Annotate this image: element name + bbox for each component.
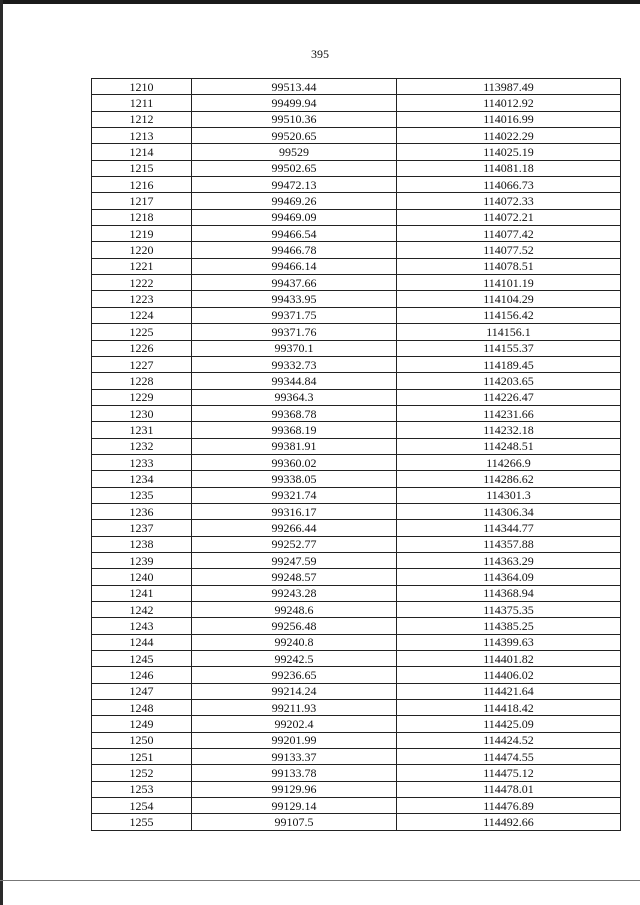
- x-coordinate-cell: 99332.73: [192, 356, 397, 372]
- point-number-cell: 1242: [92, 602, 192, 618]
- table-row: [92, 422, 621, 438]
- point-number-cell: 1240: [92, 569, 192, 585]
- table-row: [92, 814, 621, 830]
- point-number-cell: 1253: [92, 781, 192, 797]
- y-coordinate-cell: 114232.18: [397, 422, 621, 438]
- table-row: [92, 651, 621, 667]
- point-number-cell: 1234: [92, 471, 192, 487]
- y-coordinate-cell: 114406.02: [397, 667, 621, 683]
- x-coordinate-cell: 99472.13: [192, 177, 397, 193]
- point-number-cell: 1222: [92, 275, 192, 291]
- table-row: [92, 487, 621, 503]
- y-coordinate-cell: 114476.89: [397, 798, 621, 814]
- x-coordinate-cell: 99469.26: [192, 193, 397, 209]
- point-number-cell: 1246: [92, 667, 192, 683]
- table-row: [92, 226, 621, 242]
- x-coordinate-cell: 99437.66: [192, 275, 397, 291]
- point-number-cell: 1212: [92, 111, 192, 127]
- y-coordinate-cell: 114344.77: [397, 520, 621, 536]
- x-coordinate-cell: 99466.54: [192, 226, 397, 242]
- point-number-cell: 1218: [92, 209, 192, 225]
- x-coordinate-cell: 99529: [192, 144, 397, 160]
- x-coordinate-cell: 99252.77: [192, 536, 397, 552]
- point-number-cell: 1225: [92, 324, 192, 340]
- y-coordinate-cell: 114474.55: [397, 749, 621, 765]
- x-coordinate-cell: 99248.6: [192, 602, 397, 618]
- x-coordinate-cell: 99202.4: [192, 716, 397, 732]
- table-row: [92, 749, 621, 765]
- x-coordinate-cell: 99321.74: [192, 487, 397, 503]
- table-row: [92, 667, 621, 683]
- x-coordinate-cell: 99201.99: [192, 732, 397, 748]
- x-coordinate-cell: 99242.5: [192, 651, 397, 667]
- point-number-cell: 1233: [92, 454, 192, 470]
- y-coordinate-cell: 114368.94: [397, 585, 621, 601]
- y-coordinate-cell: 114231.66: [397, 405, 621, 421]
- point-number-cell: 1243: [92, 618, 192, 634]
- x-coordinate-cell: 99133.78: [192, 765, 397, 781]
- y-coordinate-cell: 114189.45: [397, 356, 621, 372]
- coordinate-table-body: [92, 79, 621, 831]
- table-row: [92, 438, 621, 454]
- x-coordinate-cell: 99338.05: [192, 471, 397, 487]
- point-number-cell: 1237: [92, 520, 192, 536]
- table-row: [92, 716, 621, 732]
- table-row: [92, 569, 621, 585]
- table-row: [92, 405, 621, 421]
- table-row: [92, 177, 621, 193]
- point-number-cell: 1223: [92, 291, 192, 307]
- y-coordinate-cell: 114081.18: [397, 160, 621, 176]
- y-coordinate-cell: 114421.64: [397, 683, 621, 699]
- point-number-cell: 1227: [92, 356, 192, 372]
- y-coordinate-cell: 114425.09: [397, 716, 621, 732]
- x-coordinate-cell: 99236.65: [192, 667, 397, 683]
- table-row: [92, 291, 621, 307]
- y-coordinate-cell: 114155.37: [397, 340, 621, 356]
- point-number-cell: 1250: [92, 732, 192, 748]
- point-number-cell: 1254: [92, 798, 192, 814]
- y-coordinate-cell: 114248.51: [397, 438, 621, 454]
- y-coordinate-cell: 114104.29: [397, 291, 621, 307]
- table-row: [92, 618, 621, 634]
- point-number-cell: 1238: [92, 536, 192, 552]
- table-row: [92, 552, 621, 568]
- point-number-cell: 1235: [92, 487, 192, 503]
- x-coordinate-cell: 99368.78: [192, 405, 397, 421]
- table-row: [92, 520, 621, 536]
- x-coordinate-cell: 99466.14: [192, 258, 397, 274]
- table-row: [92, 700, 621, 716]
- y-coordinate-cell: 114226.47: [397, 389, 621, 405]
- x-coordinate-cell: 99129.96: [192, 781, 397, 797]
- x-coordinate-cell: 99370.1: [192, 340, 397, 356]
- table-row: [92, 209, 621, 225]
- table-row: [92, 389, 621, 405]
- point-number-cell: 1217: [92, 193, 192, 209]
- y-coordinate-cell: 114385.25: [397, 618, 621, 634]
- x-coordinate-cell: 99502.65: [192, 160, 397, 176]
- x-coordinate-cell: 99316.17: [192, 503, 397, 519]
- y-coordinate-cell: 114156.1: [397, 324, 621, 340]
- table-row: [92, 160, 621, 176]
- y-coordinate-cell: 114418.42: [397, 700, 621, 716]
- x-coordinate-cell: 99240.8: [192, 634, 397, 650]
- x-coordinate-cell: 99368.19: [192, 422, 397, 438]
- y-coordinate-cell: 114424.52: [397, 732, 621, 748]
- point-number-cell: 1213: [92, 128, 192, 144]
- table-row: [92, 307, 621, 323]
- point-number-cell: 1228: [92, 373, 192, 389]
- page-number: 395: [311, 47, 329, 61]
- table-row: [92, 602, 621, 618]
- x-coordinate-cell: 99256.48: [192, 618, 397, 634]
- y-coordinate-cell: 114025.19: [397, 144, 621, 160]
- table-row: [92, 765, 621, 781]
- point-number-cell: 1216: [92, 177, 192, 193]
- table-row: [92, 275, 621, 291]
- point-number-cell: 1224: [92, 307, 192, 323]
- point-number-cell: 1245: [92, 651, 192, 667]
- y-coordinate-cell: 114286.62: [397, 471, 621, 487]
- point-number-cell: 1226: [92, 340, 192, 356]
- table-row: [92, 373, 621, 389]
- y-coordinate-cell: 114301.3: [397, 487, 621, 503]
- x-coordinate-cell: 99469.09: [192, 209, 397, 225]
- point-number-cell: 1248: [92, 700, 192, 716]
- table-row: [92, 585, 621, 601]
- point-number-cell: 1247: [92, 683, 192, 699]
- point-number-cell: 1215: [92, 160, 192, 176]
- y-coordinate-cell: 114156.42: [397, 307, 621, 323]
- y-coordinate-cell: 114077.42: [397, 226, 621, 242]
- y-coordinate-cell: 114016.99: [397, 111, 621, 127]
- table-row: [92, 356, 621, 372]
- y-coordinate-cell: 114306.34: [397, 503, 621, 519]
- point-number-cell: 1241: [92, 585, 192, 601]
- x-coordinate-cell: 99466.78: [192, 242, 397, 258]
- x-coordinate-cell: 99266.44: [192, 520, 397, 536]
- y-coordinate-cell: 114101.19: [397, 275, 621, 291]
- y-coordinate-cell: 114401.82: [397, 651, 621, 667]
- x-coordinate-cell: 99371.75: [192, 307, 397, 323]
- table-row: [92, 683, 621, 699]
- table-row: [92, 340, 621, 356]
- y-coordinate-cell: 114072.33: [397, 193, 621, 209]
- y-coordinate-cell: 113987.49: [397, 79, 621, 95]
- y-coordinate-cell: 114399.63: [397, 634, 621, 650]
- x-coordinate-cell: 99129.14: [192, 798, 397, 814]
- table-row: [92, 536, 621, 552]
- x-coordinate-cell: 99211.93: [192, 700, 397, 716]
- y-coordinate-cell: 114022.29: [397, 128, 621, 144]
- x-coordinate-cell: 99371.76: [192, 324, 397, 340]
- table-row: [92, 242, 621, 258]
- point-number-cell: 1239: [92, 552, 192, 568]
- y-coordinate-cell: 114078.51: [397, 258, 621, 274]
- point-number-cell: 1251: [92, 749, 192, 765]
- table-row: [92, 324, 621, 340]
- table-row: [92, 781, 621, 797]
- table-row: [92, 258, 621, 274]
- x-coordinate-cell: 99510.36: [192, 111, 397, 127]
- x-coordinate-cell: 99381.91: [192, 438, 397, 454]
- point-number-cell: 1236: [92, 503, 192, 519]
- x-coordinate-cell: 99360.02: [192, 454, 397, 470]
- table-row: [92, 79, 621, 95]
- y-coordinate-cell: 114363.29: [397, 552, 621, 568]
- point-number-cell: 1255: [92, 814, 192, 830]
- point-number-cell: 1229: [92, 389, 192, 405]
- y-coordinate-cell: 114357.88: [397, 536, 621, 552]
- table-row: [92, 95, 621, 111]
- y-coordinate-cell: 114492.66: [397, 814, 621, 830]
- table-row: [92, 193, 621, 209]
- point-number-cell: 1230: [92, 405, 192, 421]
- y-coordinate-cell: 114266.9: [397, 454, 621, 470]
- page-top-border: [0, 0, 640, 4]
- y-coordinate-cell: 114077.52: [397, 242, 621, 258]
- table-row: [92, 471, 621, 487]
- point-number-cell: 1211: [92, 95, 192, 111]
- page-left-border: [0, 0, 3, 905]
- x-coordinate-cell: 99133.37: [192, 749, 397, 765]
- point-number-cell: 1221: [92, 258, 192, 274]
- y-coordinate-cell: 114375.35: [397, 602, 621, 618]
- x-coordinate-cell: 99513.44: [192, 79, 397, 95]
- y-coordinate-cell: 114072.21: [397, 209, 621, 225]
- x-coordinate-cell: 99433.95: [192, 291, 397, 307]
- x-coordinate-cell: 99344.84: [192, 373, 397, 389]
- y-coordinate-cell: 114475.12: [397, 765, 621, 781]
- page-bottom-border: [0, 880, 640, 881]
- table-row: [92, 732, 621, 748]
- coordinate-table: [91, 78, 621, 831]
- x-coordinate-cell: 99520.65: [192, 128, 397, 144]
- table-row: [92, 111, 621, 127]
- table-row: [92, 128, 621, 144]
- y-coordinate-cell: 114203.65: [397, 373, 621, 389]
- table-row: [92, 503, 621, 519]
- y-coordinate-cell: 114478.01: [397, 781, 621, 797]
- point-number-cell: 1210: [92, 79, 192, 95]
- x-coordinate-cell: 99247.59: [192, 552, 397, 568]
- point-number-cell: 1232: [92, 438, 192, 454]
- point-number-cell: 1244: [92, 634, 192, 650]
- x-coordinate-cell: 99499.94: [192, 95, 397, 111]
- point-number-cell: 1219: [92, 226, 192, 242]
- table-row: [92, 144, 621, 160]
- x-coordinate-cell: 99214.24: [192, 683, 397, 699]
- x-coordinate-cell: 99107.5: [192, 814, 397, 830]
- x-coordinate-cell: 99243.28: [192, 585, 397, 601]
- x-coordinate-cell: 99248.57: [192, 569, 397, 585]
- table-row: [92, 634, 621, 650]
- point-number-cell: 1249: [92, 716, 192, 732]
- y-coordinate-cell: 114012.92: [397, 95, 621, 111]
- table-row: [92, 454, 621, 470]
- y-coordinate-cell: 114364.09: [397, 569, 621, 585]
- table-row: [92, 798, 621, 814]
- point-number-cell: 1252: [92, 765, 192, 781]
- point-number-cell: 1231: [92, 422, 192, 438]
- y-coordinate-cell: 114066.73: [397, 177, 621, 193]
- x-coordinate-cell: 99364.3: [192, 389, 397, 405]
- point-number-cell: 1220: [92, 242, 192, 258]
- point-number-cell: 1214: [92, 144, 192, 160]
